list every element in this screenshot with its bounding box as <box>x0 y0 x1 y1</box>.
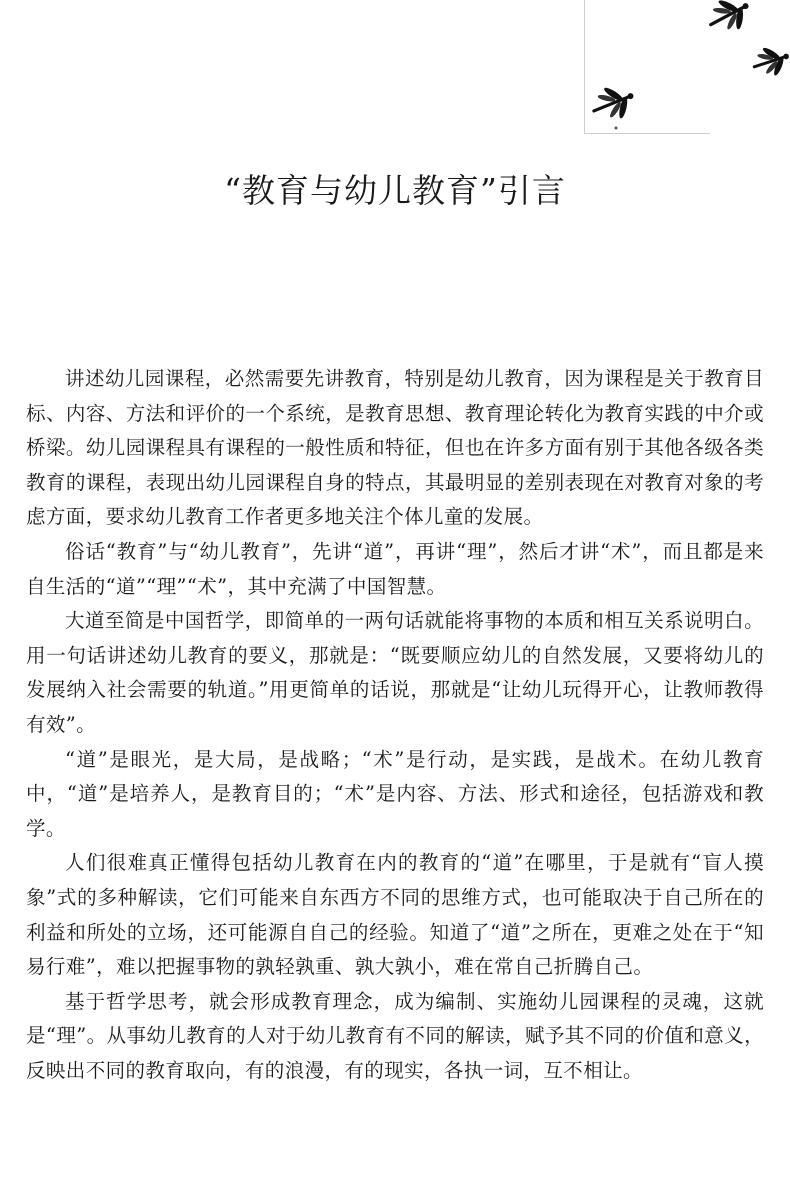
paragraph: “道”是眼光，是大局，是战略；“术”是行动，是实践，是战术。在幼儿教育中，“道”是培养人，是教育目的；“术”是内容、方法、形式和途径，包括游戏和教学。 <box>26 747 764 840</box>
paragraph: 讲述幼儿园课程，必然需要先讲教育，特别是幼儿教育，因为课程是关于教育目标、内容、方法和评价的一个系统，是教育思想、教育理论转化为教育实践的中介或桥梁。幼儿园课程具有课程的一般性质和特征，但也在许多方面有别于其他各级各类教育的课程，表现出幼儿园课程自身的特点，其最明显的差别表现在对教育对象的考虑方面，要求幼儿教育工作者更多地关注个体儿童的发展。 <box>26 367 764 529</box>
page-title: “教育与幼儿教育”引言 <box>224 171 566 210</box>
paragraph: 人们很难真正懂得包括幼儿教育在内的教育的“道”在哪里，于是就有“盲人摸象”式的多种解读，它们可能来自东西方不同的思维方式，也可能取决于自己所在的利益和所处的立场，还可能源自自己的经验。知道了“道”之所在，更难之处在于“知易行难”，难以把握事物的孰轻孰重、孰大孰小，难在常自己折腾自己。 <box>26 851 764 979</box>
ink-dot <box>615 127 618 130</box>
body-text <box>26 362 764 1088</box>
paragraph: 俗话“教育”与“幼儿教育”，先讲“道”，再讲“理”，然后才讲“术”，而且都是来自生活的“道”“理”“术”，其中充满了中国智慧。 <box>26 539 764 598</box>
paragraph: 大道至简是中国哲学，即简单的一两句话就能将事物的本质和相互关系说明白。用一句话讲述幼儿教育的要义，那就是：“既要顺应幼儿的自然发展，又要将幼儿的发展纳入社会需要的轨道。”用更简单的话说，那就是“让幼儿玩得开心，让教师教得有效”。 <box>26 609 764 736</box>
paragraph: 基于哲学思考，就会形成教育理念，成为编制、实施幼儿园课程的灵魂，这就是“理”。从事幼儿教育的人对于幼儿教育有不同的解读，赋予其不同的价值和意义，反映出不同的教育取向，有的浪漫，有的现实，各执一词，互不相让。 <box>26 989 764 1082</box>
dragonfly-icon <box>748 40 790 83</box>
dragonfly-icon <box>585 78 640 129</box>
dragonfly-decoration <box>584 0 790 140</box>
dragonfly-icon <box>700 0 757 42</box>
